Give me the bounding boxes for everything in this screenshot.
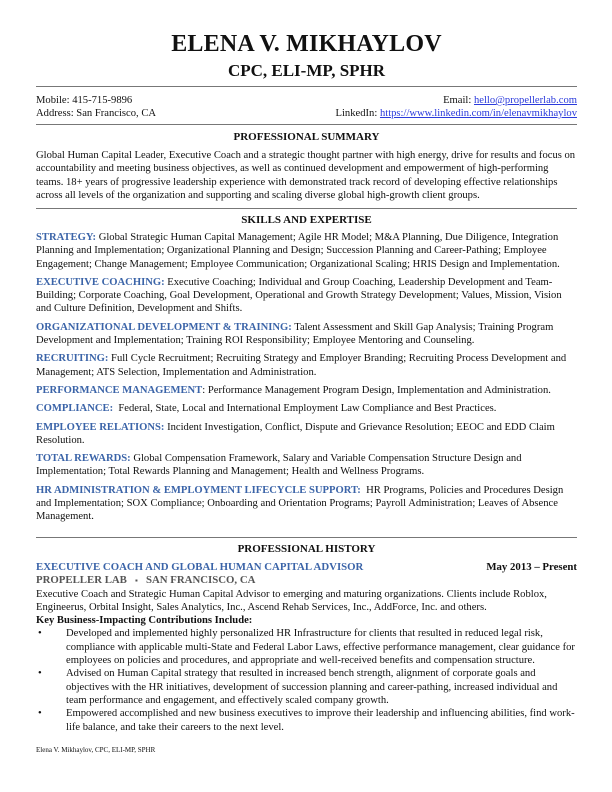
company-line [36, 574, 577, 587]
section-heading: PROFESSIONAL HISTORY [237, 543, 376, 555]
job-description: Executive Coach and Strategic Human Capital Advisor to emerging and maturing organizations. Clients include Roblox, Engineerus, Orbital Insight, Sales Analytics, Inc., Ascend Rehab Services, Inc., AddForce, Inc. and others. [36, 588, 547, 613]
job-entry [36, 561, 577, 734]
summary-section [36, 131, 577, 202]
skill-entry [36, 231, 577, 271]
divider [36, 86, 577, 87]
bullet-icon: • [38, 668, 42, 680]
skill-label: HR ADMINISTRATION & EMPLOYMENT LIFECYCLE SUPPORT: [36, 484, 361, 496]
skill-entry [36, 276, 577, 316]
contributions-heading: Key Business-Impacting Contributions Include: [36, 615, 253, 627]
skill-entry [36, 421, 577, 448]
skill-text: Full Cycle Recruitment; Recruiting Strategy and Employer Branding; Recruiting Process Development and Management; ATS Selection, Implementation and Administration. [36, 353, 569, 378]
separator-icon: ▪ [135, 576, 138, 586]
page-footer: Elena V. Mikhaylov, CPC, ELI-MP, SPHR [36, 746, 156, 754]
section-heading: PROFESSIONAL SUMMARY [233, 131, 380, 143]
contributions-list [36, 627, 577, 733]
skill-entry [36, 402, 577, 415]
job-title: EXECUTIVE COACH AND GLOBAL HUMAN CAPITAL ADVISOR [36, 561, 364, 573]
skill-label: ORGANIZATIONAL DEVELOPMENT & TRAINING: [36, 321, 292, 333]
address: Address: San Francisco, CA [36, 108, 157, 119]
skill-text: Talent Assessment and Skill Gap Analysis; Training Program Development and Implementation; Training ROI Responsibility; Employee Mentoring and Counseling. [36, 321, 556, 347]
bullet-text: Developed and implemented highly personalized HR Infrastructure for clients that resulted in reduced legal risk, compliance with applicable multi-State and Federal Labor Laws, effective performance management, clear guidance for employees on policies and procedures, and appropriate and well-received benefits and compensation structure. [66, 628, 575, 667]
skill-label: PERFORMANCE MANAGEMENT [36, 384, 203, 396]
skill-text: : Performance Management Program Design, Implementation and Administration. [202, 384, 551, 396]
skill-text: Global Strategic Human Capital Management; Agile HR Model; M&A Planning, Due Diligence, Integration Planning and Implementation; Organizational Planning and Design; Succession Planning and Career-Pathing; Employee Engagement; Change Management; Employee Communication; Organizational Scaling; HRIS Design and Implementation. [36, 232, 561, 270]
skill-entry [36, 452, 577, 479]
skill-text: HR Programs, Policies and Procedures Design and Implementation; SOX Compliance; Onboarding and Orientation Programs; Payroll Administration; Leaves of Absence Management. [36, 484, 566, 523]
skill-text: Federal, State, Local and International Employment Law Compliance and Best Practices. [113, 403, 497, 415]
skill-entry [36, 384, 577, 397]
list-item [36, 627, 577, 667]
candidate-name: ELENA V. MIKHAYLOV [171, 31, 442, 57]
contact-block [36, 94, 577, 120]
linkedin-link[interactable]: https://www.linkedin.com/in/elenavmikhaylov [379, 108, 577, 119]
skill-entry [36, 321, 577, 348]
email-label: Email: [443, 95, 474, 106]
skill-label: TOTAL REWARDS: [36, 453, 131, 465]
skill-label: RECRUITING: [36, 353, 109, 365]
summary-text: Global Human Capital Leader, Executive Coach and a strategic thought partner with high energy, drive for results and focus on accountability and meeting business objectives, as well as continued development and empowerment of high-performing teams. 18+ years of progressive leadership experience with demonstrated track record of developing effective relationships across all levels of the organization and supporting and scaling diverse global high-growth client groups. [36, 150, 576, 201]
divider [36, 124, 577, 125]
job-dates: May 2013 – Present [486, 561, 577, 573]
bullet-text: Advised on Human Capital strategy that resulted in increased bench strength, alignment of corporate goals and objectives with the HR initiatives, development of succession planning and career-pathing, increased individual and team performance and engagement, and effectively scaled company growth. [66, 668, 558, 706]
skill-text: Global Compensation Framework, Salary and Variable Compensation Structure Design and Implementation; Total Rewards Planning and Management; Health and Wellness Programs. [36, 453, 525, 478]
skill-entry [36, 352, 577, 379]
bullet-icon: • [38, 708, 42, 720]
section-heading: SKILLS AND EXPERTISE [241, 214, 372, 226]
skill-text: Executive Coaching; Individual and Group Coaching, Leadership Development and Team-Building; Corporate Coaching, Goal Development, Operational and Growth Strategy Development; Values, Mission, Vision and Culture Definition, Development and Shifts. [36, 276, 565, 315]
skill-label: EMPLOYEE RELATIONS: [36, 421, 165, 433]
bullet-text: Empowered accomplished and new business executives to improve their leadership and influencing abilities, find work-life balance, and take their careers to the next level. [66, 708, 575, 733]
company: PROPELLER LAB [36, 574, 127, 587]
skill-text: Incident Investigation, Conflict, Dispute and Grievance Resolution; EEOC and EDD Claim Resolution. [36, 421, 558, 446]
linkedin-line [336, 107, 577, 120]
skill-label: EXECUTIVE COACHING: [36, 276, 165, 288]
bullet-icon: • [38, 628, 42, 640]
skill-label: COMPLIANCE: [36, 403, 114, 415]
skill-entry [36, 484, 577, 524]
divider [36, 208, 577, 209]
linkedin-label: LinkedIn: [335, 108, 380, 119]
skills-section [36, 214, 577, 529]
skill-label: STRATEGY: [36, 232, 97, 243]
email-link[interactable]: hello@propellerlab.com [473, 95, 577, 106]
mobile: Mobile: 415-715-9896 [36, 95, 133, 106]
candidate-credentials: CPC, ELI-MP, SPHR [227, 61, 386, 80]
email-line [443, 94, 577, 107]
history-section [36, 543, 577, 734]
list-item [36, 707, 577, 734]
list-item [36, 667, 577, 707]
divider [36, 537, 577, 538]
location: SAN FRANCISCO, CA [145, 574, 256, 587]
